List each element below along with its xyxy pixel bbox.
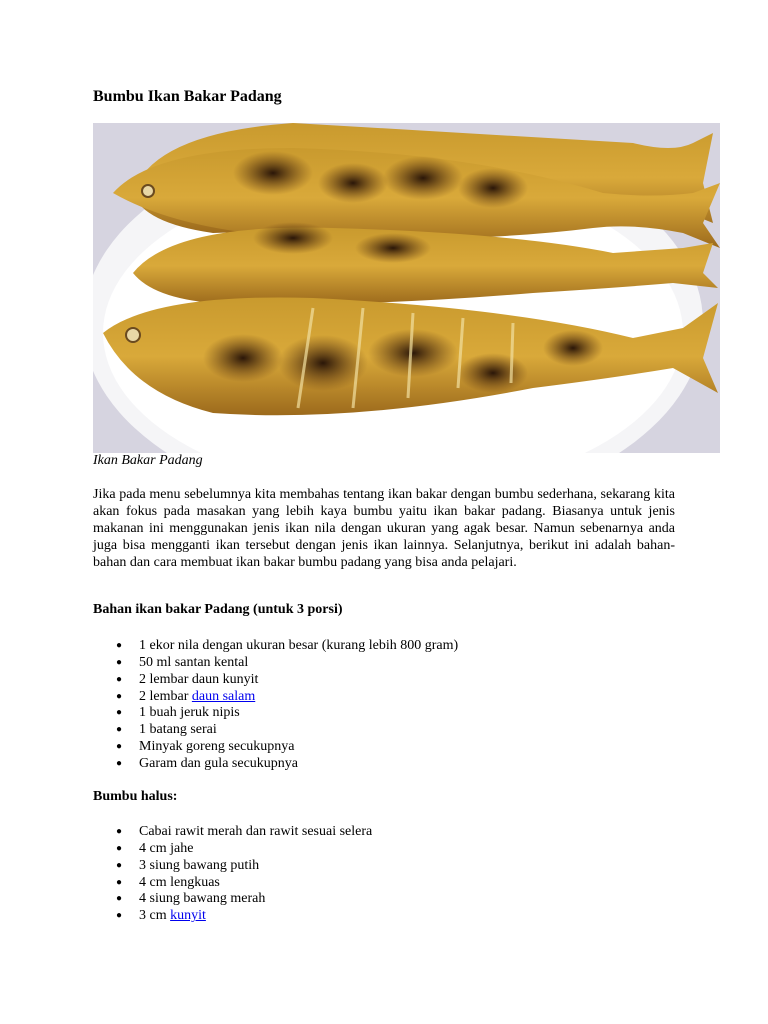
list-item: [93, 840, 372, 857]
list-item: [93, 823, 372, 840]
list-item-text: 4 cm lengkuas: [139, 874, 220, 890]
list-item-text: 2 lembar daun kunyit: [139, 671, 259, 687]
spices-heading: Bumbu halus:: [93, 789, 178, 804]
list-item: [93, 874, 372, 891]
list-item: [93, 721, 458, 738]
bullet-icon: ●: [116, 656, 123, 668]
bullet-icon: ●: [116, 859, 123, 871]
bullet-icon: ●: [116, 690, 123, 702]
list-item-text: Cabai rawit merah dan rawit sesuai selera: [139, 824, 373, 839]
bullet-icon: ●: [116, 876, 123, 888]
image-caption: Ikan Bakar Padang: [93, 453, 203, 468]
bullet-icon: ●: [116, 757, 123, 769]
list-item-text: 3 siung bawang putih: [139, 857, 260, 873]
bullet-icon: ●: [116, 707, 123, 719]
list-item: [93, 890, 372, 907]
list-item: [93, 857, 372, 874]
bullet-icon: ●: [116, 910, 123, 922]
list-item: [93, 637, 458, 654]
bullet-icon: ●: [116, 842, 123, 854]
list-item-text: Garam dan gula secukupnya: [139, 755, 298, 771]
list-item: [93, 738, 458, 755]
list-item: [93, 755, 458, 772]
list-item-text: 1 buah jeruk nipis: [139, 705, 240, 721]
bullet-icon: ●: [116, 826, 123, 837]
bullet-icon: ●: [116, 893, 123, 905]
kunyit-link[interactable]: kunyit: [170, 908, 206, 924]
spices-list: [93, 823, 372, 924]
list-item-text: 50 ml santan kental: [139, 654, 249, 670]
list-item: [93, 704, 458, 721]
list-item: [93, 671, 458, 688]
list-item-text: 2 lembar: [139, 688, 192, 704]
list-item-text: Minyak goreng secukupnya: [139, 739, 295, 755]
ingredients-heading: Bahan ikan bakar Padang (untuk 3 porsi): [93, 602, 343, 617]
bullet-icon: ●: [116, 640, 123, 651]
list-item: [93, 907, 372, 924]
page-title: Bumbu Ikan Bakar Padang: [93, 88, 282, 105]
list-item-text: 3 cm: [139, 908, 171, 924]
ingredients-list: [93, 637, 458, 772]
intro-paragraph: Jika pada menu sebelumnya kita membahas tentang ikan bakar dengan bumbu sederhana, sekarang kita akan fokus pada masakan yang lebih kaya bumbu yaitu ikan bakar padang. Biasanya untuk jenis makanan ini menggunakan jenis ikan nila dengan ukuran yang agak besar. Namun sebenarnya anda juga bisa mengganti ikan tersebut dengan jenis ikan lainnya. Selanjutnya, berikut ini adalah bahan-bahan dan cara membuat ikan bakar bumbu padang yang bisa anda pelajari.: [93, 487, 675, 570]
list-item: [93, 688, 458, 705]
bullet-icon: ●: [116, 673, 123, 685]
list-item-text: 4 siung bawang merah: [139, 891, 266, 907]
fish-photo: [93, 123, 720, 453]
bullet-icon: ●: [116, 741, 123, 753]
list-item: [93, 654, 458, 671]
list-item-text: 1 ekor nila dengan ukuran besar (kurang lebih 800 gram): [139, 638, 459, 653]
daun-salam-link[interactable]: daun salam: [191, 688, 256, 704]
list-item-text: 4 cm jahe: [139, 840, 194, 856]
list-item-text: 1 batang serai: [139, 722, 217, 738]
bullet-icon: ●: [116, 724, 123, 736]
